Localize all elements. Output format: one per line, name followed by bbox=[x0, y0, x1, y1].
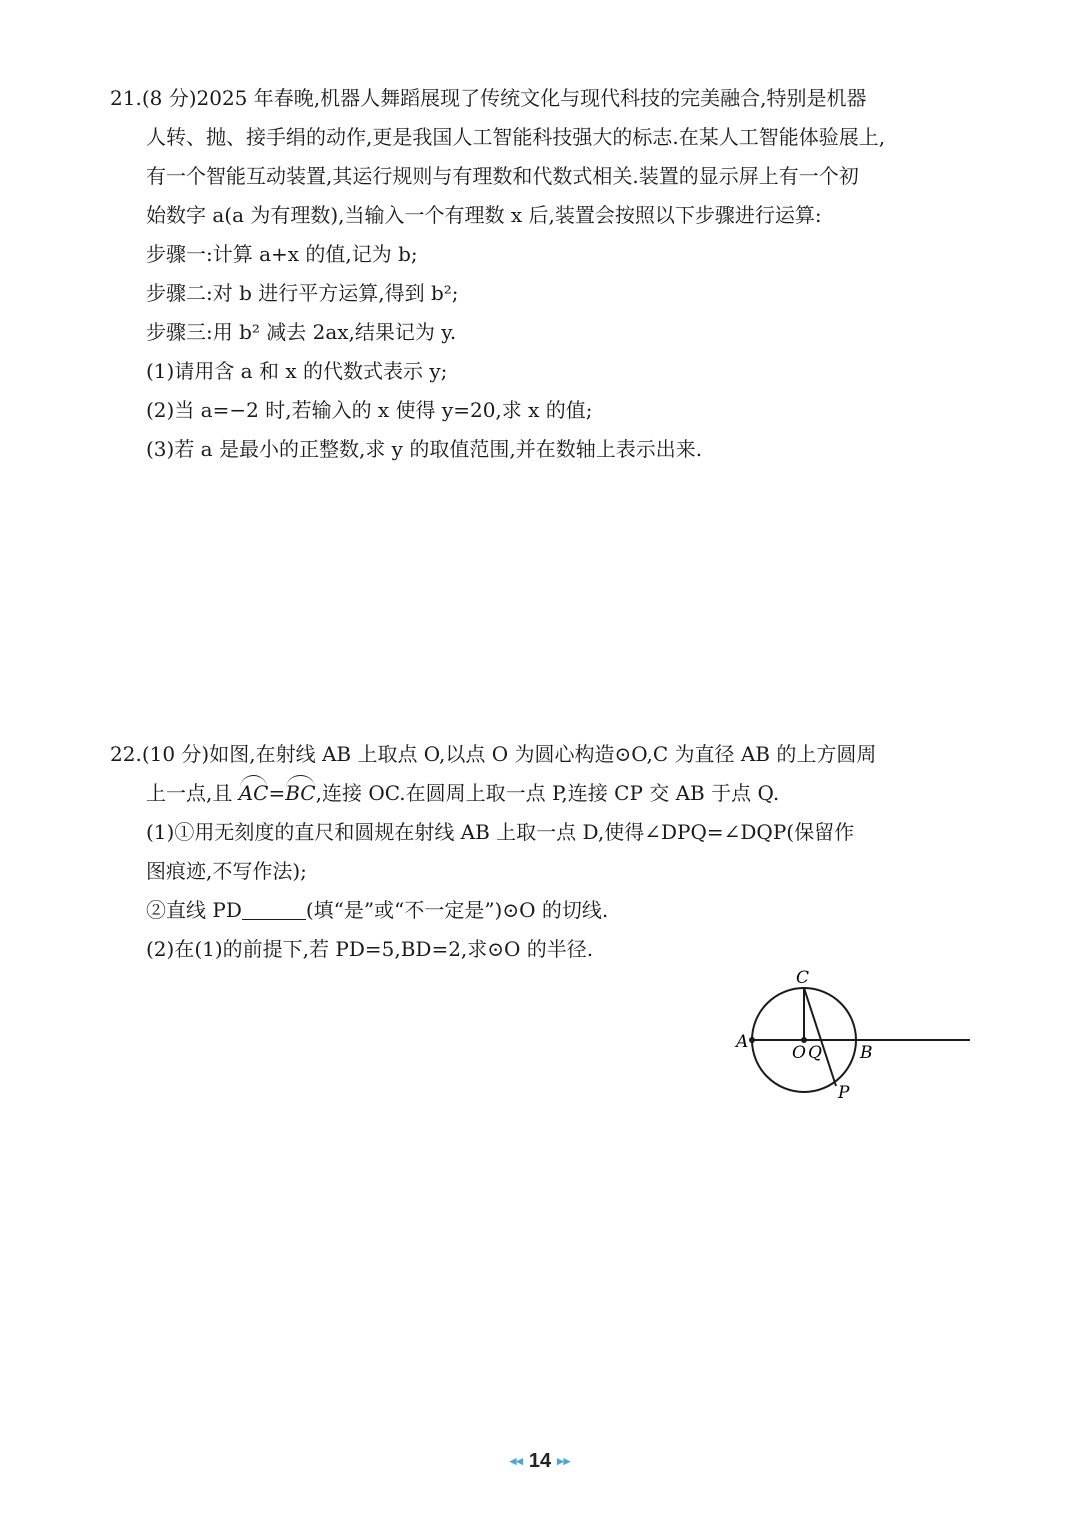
point-a bbox=[749, 1037, 755, 1043]
q22-part2: (2)在(1)的前提下,若 PD=5,BD=2,求⊙O 的半径. bbox=[146, 937, 594, 961]
q21-step1: 步骤一:计算 a+x 的值,记为 b; bbox=[146, 242, 418, 266]
q22-part1-1b: 图痕迹,不写作法); bbox=[146, 859, 307, 883]
arc-bc: BC bbox=[285, 781, 316, 805]
page-number: 14 bbox=[528, 1450, 552, 1472]
q21-step3: 步骤三:用 b² 减去 2ax,结果记为 y. bbox=[146, 320, 457, 344]
label-a: A bbox=[736, 1032, 749, 1052]
label-c: C bbox=[796, 968, 810, 988]
q21-part1: (1)请用含 a 和 x 的代数式表示 y; bbox=[146, 359, 448, 383]
arc-ac: AC bbox=[238, 781, 269, 805]
q21-line1: 2025 年春晚,机器人舞蹈展现了传统文化与现代科技的完美融合,特别是机器 bbox=[196, 86, 867, 110]
q21-line4: 始数字 a(a 为有理数),当输入一个有理数 x 后,装置会按照以下步骤进行运算: bbox=[146, 203, 822, 227]
q21-number: 21. bbox=[110, 86, 142, 110]
q22-part1-2a: ②直线 PD bbox=[146, 898, 242, 922]
answer-blank[interactable] bbox=[242, 901, 306, 920]
q22-score: (10 分) bbox=[141, 742, 210, 766]
q22-number: 22. bbox=[110, 742, 142, 766]
q21-line3: 有一个智能互动装置,其运行规则与有理数和代数式相关.装置的显示屏上有一个初 bbox=[146, 164, 859, 188]
q21-step2: 步骤二:对 b 进行平方运算,得到 b²; bbox=[146, 281, 459, 305]
label-b: B bbox=[860, 1043, 873, 1063]
label-q: Q bbox=[808, 1043, 822, 1063]
segment-cp bbox=[804, 988, 836, 1086]
page-footer bbox=[0, 1450, 1080, 1473]
q21-line2: 人转、抛、接手绢的动作,更是我国人工智能科技强大的标志.在某人工智能体验展上, bbox=[146, 125, 886, 149]
q22-line2a: 上一点,且 bbox=[146, 781, 239, 805]
left-arrow-icon: ◂◂ bbox=[509, 1453, 523, 1468]
q22-part1-1: (1)①用无刻度的直尺和圆规在射线 AB 上取一点 D,使得∠DPQ=∠DQP(保留作 bbox=[146, 820, 855, 844]
label-p: P bbox=[838, 1083, 850, 1103]
q21-part3: (3)若 a 是最小的正整数,求 y 的取值范围,并在数轴上表示出来. bbox=[146, 437, 703, 461]
q22-part1-2 bbox=[146, 894, 608, 923]
q21-part2: (2)当 a=−2 时,若输入的 x 使得 y=20,求 x 的值; bbox=[146, 398, 593, 422]
equals-sign: = bbox=[268, 781, 286, 805]
q21-header bbox=[110, 82, 866, 111]
q22-line1: 如图,在射线 AB 上取点 O,以点 O 为圆心构造⊙O,C 为直径 AB 的上方圆周 bbox=[209, 742, 877, 766]
right-arrow-icon: ▸▸ bbox=[557, 1453, 571, 1468]
circle-figure bbox=[730, 965, 980, 1105]
q22-line2 bbox=[146, 777, 779, 806]
label-o: O bbox=[792, 1043, 806, 1063]
q21-score: (8 分) bbox=[141, 86, 197, 110]
q22-part1-2b: (填“是”或“不一定是”)⊙O 的切线. bbox=[305, 898, 609, 922]
q22-line2b: ,连接 OC.在圆周上取一点 P,连接 CP 交 AB 于点 Q. bbox=[315, 781, 780, 805]
q22-header bbox=[110, 738, 876, 767]
